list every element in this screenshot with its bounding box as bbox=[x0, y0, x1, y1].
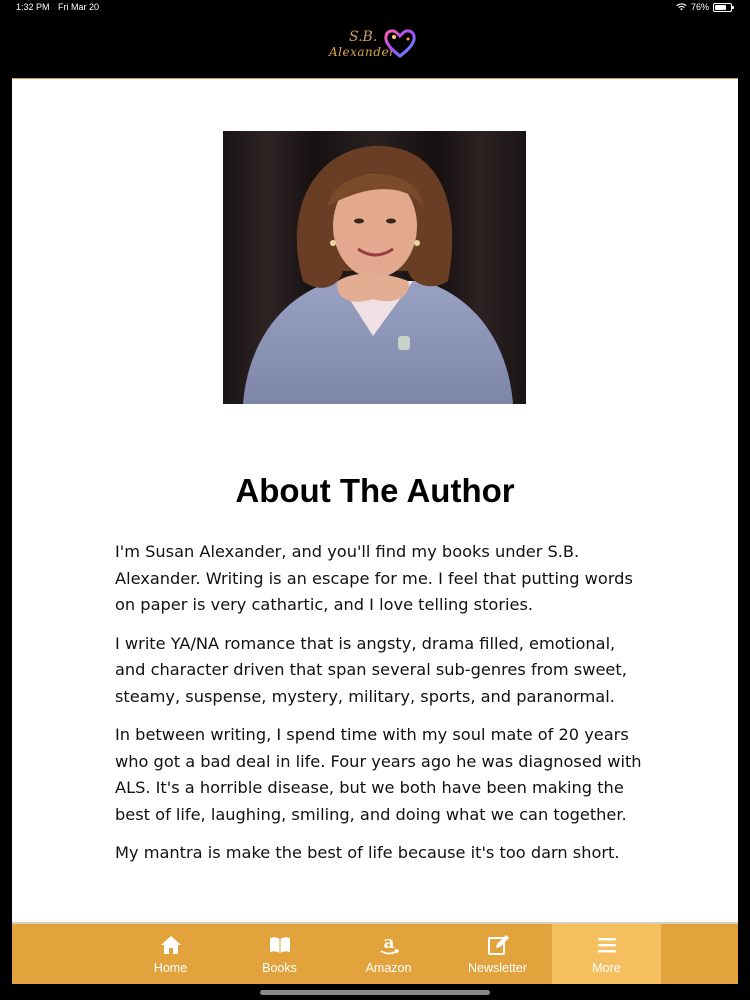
app-header bbox=[0, 16, 750, 78]
status-indicators bbox=[676, 2, 732, 12]
tab-more[interactable] bbox=[552, 924, 661, 984]
logo-initials: S.B. bbox=[349, 29, 378, 45]
about-page[interactable] bbox=[12, 78, 738, 922]
wifi-icon bbox=[676, 3, 687, 11]
author-photo bbox=[223, 131, 526, 404]
page-title: About The Author bbox=[235, 472, 515, 509]
bio-paragraph: In between writing, I spend time with my soul mate of 20 years who got a bad deal in life. Four years ago he was diagnosed with ALS. It's a horrible disease, but we both have been making the best of life, laughing, smiling, and doing what we can together. bbox=[115, 725, 642, 824]
author-portrait-image bbox=[223, 131, 526, 404]
heart-icon bbox=[383, 27, 417, 59]
edit-icon bbox=[486, 933, 510, 957]
battery-icon bbox=[713, 3, 732, 12]
home-icon bbox=[159, 933, 183, 957]
status-date: Fri Mar 20 bbox=[58, 2, 100, 12]
tab-newsletter[interactable] bbox=[443, 924, 552, 984]
tab-label: More bbox=[592, 961, 621, 975]
bio-paragraph: I'm Susan Alexander, and you'll find my books under S.B. Alexander. Writing is an escape for me. I feel that putting words on paper is very cathartic, and I love telling stories. bbox=[115, 542, 633, 614]
tab-label: Newsletter bbox=[467, 961, 528, 975]
tab-amazon[interactable] bbox=[334, 924, 443, 984]
menu-icon bbox=[595, 933, 619, 957]
bottom-tab-bar bbox=[12, 922, 738, 984]
tab-label: Amazon bbox=[365, 961, 412, 975]
book-icon bbox=[268, 933, 292, 957]
author-bio bbox=[115, 539, 645, 879]
bio-paragraph: My mantra is make the best of life because it's too darn short. bbox=[115, 843, 620, 862]
home-indicator[interactable] bbox=[260, 990, 490, 995]
amazon-icon bbox=[377, 933, 401, 957]
tab-books[interactable] bbox=[225, 924, 334, 984]
tab-home[interactable] bbox=[116, 924, 225, 984]
battery-percent: 76% bbox=[690, 2, 709, 12]
bio-paragraph: I write YA/NA romance that is angsty, drama filled, emotional, and character driven that span several sub-genres from sweet, steamy, suspense, mystery, military, sports, and paranormal. bbox=[115, 633, 627, 706]
logo-name: Alexander bbox=[329, 45, 396, 59]
tab-label: Home bbox=[153, 961, 188, 975]
logo[interactable] bbox=[327, 27, 423, 67]
tab-label: Books bbox=[262, 961, 297, 975]
status-bar bbox=[0, 0, 750, 16]
status-time: 1:32 PM bbox=[16, 2, 50, 12]
svg-text:a: a bbox=[382, 933, 395, 953]
